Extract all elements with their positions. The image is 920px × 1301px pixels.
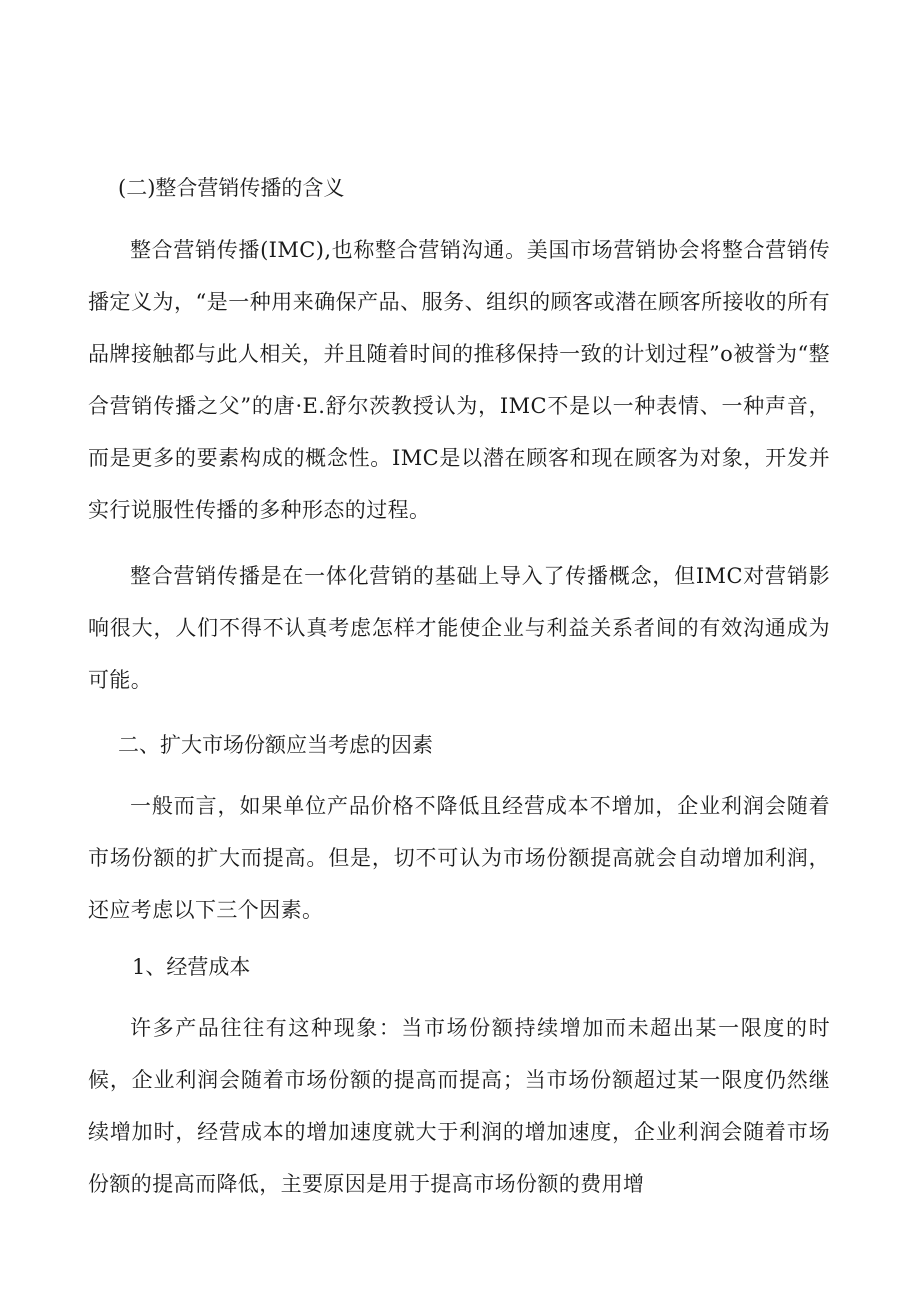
paragraph-imc-definition: 整合营销传播(IMC),也称整合营销沟通。美国市场营销协会将整合营销传播定义为，“是一种用来确保产品、服务、组织的顾客或潜在顾客所接收的所有品牌接触都与此人相关，并且随着时间的推移保持一致的计划过程”o被誉为“整合营销传播之父”的唐·E.舒尔茨教授认为，IMC不是以一种表情、一种声音，而是更多的要素构成的概念性。IMC是以潜在顾客和现在顾客为对象，开发并实行说服性传播的多种形态的过程。 xyxy=(88,238,830,522)
subsection-heading: (二)整合营销传播的含义 xyxy=(118,176,345,200)
spacer xyxy=(88,706,830,728)
paragraph-market-share-intro: 一般而言，如果单位产品价格不降低且经营成本不增加，企业利润会随着市场份额的扩大而提高。但是，切不可认为市场份额提高就会自动增加利润，还应考虑以下三个因素。 xyxy=(88,794,830,922)
section-heading: 二、扩大市场份额应当考虑的因素 xyxy=(118,733,433,757)
item-heading: 1、经营成本 xyxy=(132,955,251,979)
paragraph-operating-cost: 许多产品往往有这种现象：当市场份额持续增加而未超出某一限度的时候，企业利润会随着市场份额的提高而提高；当市场份额超过某一限度仍然继续增加时，经营成本的增加速度就大于利润的增加速度，企业利润会随着市场份额的提高而降低，主要原因是用于提高市场份额的费用增 xyxy=(88,1016,830,1196)
document-body xyxy=(88,171,830,1210)
paragraph-imc-impact: 整合营销传播是在一体化营销的基础上导入了传播概念，但IMC对营销影响很大，人们不得不认真考虑怎样才能使企业与利益关系者间的有效沟通成为可能。 xyxy=(88,564,830,692)
